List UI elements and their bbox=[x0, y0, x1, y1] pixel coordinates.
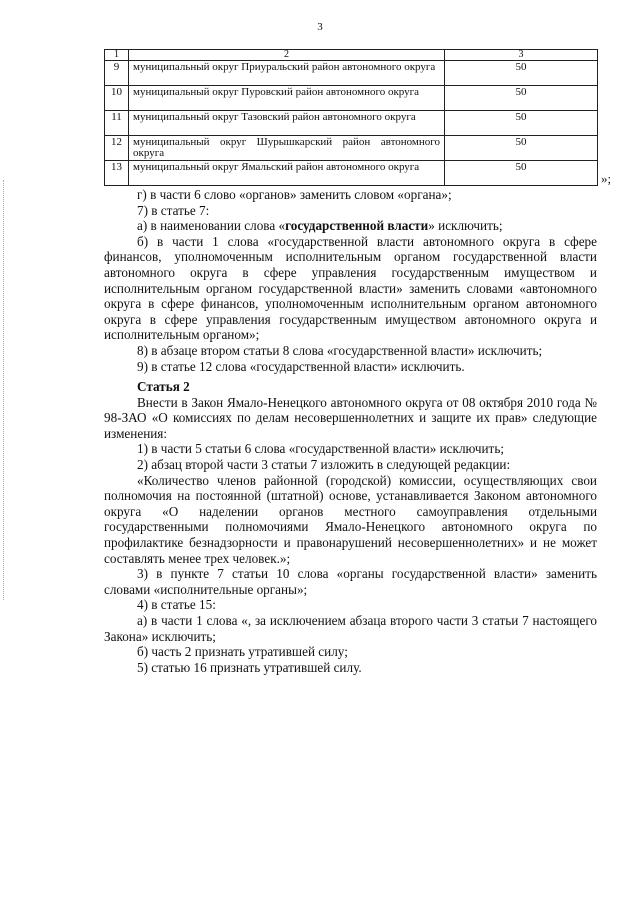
article-2-section bbox=[104, 379, 597, 675]
row-number: 13 bbox=[105, 161, 129, 186]
row-name: муниципальный округ Пуровский район автономного округа bbox=[129, 86, 445, 111]
article-2-item-4: 4) в статье 15: bbox=[137, 597, 216, 613]
paragraph-7a-bold: государственной власти bbox=[285, 218, 429, 234]
table-row bbox=[105, 161, 598, 186]
table-header-cell: 1 bbox=[105, 50, 129, 61]
table-row bbox=[105, 86, 598, 111]
row-number: 9 bbox=[105, 61, 129, 86]
paragraph-7a-post: » исключить; bbox=[428, 218, 503, 234]
article-2-heading: Статья 2 bbox=[137, 379, 190, 394]
row-number: 10 bbox=[105, 86, 129, 111]
row-value: 50 bbox=[445, 136, 598, 161]
article-2-item-4a: а) в части 1 слова «, за исключением абзаца второго части 3 статьи 7 настоящего Закона» исключить; bbox=[104, 612, 597, 644]
article-2-intro: Внести в Закон Ямало-Ненецкого автономного округа от 08 октября 2010 года № 98-ЗАО «О комиссиях по делам несовершеннолетних и защите их прав» следующие изменения: bbox=[104, 394, 597, 441]
table-header-row bbox=[105, 50, 598, 61]
scan-margin-marks bbox=[3, 180, 8, 600]
paragraph-9: 9) в статье 12 слова «государственной власти» исключить. bbox=[137, 358, 465, 374]
article-2-item-5: 5) статью 16 признать утратившей силу. bbox=[137, 659, 362, 675]
amendments-continued bbox=[104, 187, 597, 374]
row-name: муниципальный округ Приуральский район автономного округа bbox=[129, 61, 445, 86]
paragraph-7a-pre: а) в наименовании слова « bbox=[137, 218, 286, 234]
table-row bbox=[105, 61, 598, 86]
row-value: 50 bbox=[445, 86, 598, 111]
paragraph-g: г) в части 6 слово «органов» заменить словом «органа»; bbox=[137, 187, 452, 202]
row-value: 50 bbox=[445, 61, 598, 86]
page-number: 3 bbox=[317, 21, 323, 33]
municipalities-table bbox=[104, 49, 598, 186]
article-2-quote: «Количество членов районной (городской) комиссии, осуществляющих свои полномочия на постоянной (штатной) основе, устанавливается Законом автономного округа «О наделении органов местного самоуправления отдельными государственными полномочиями Ямало-Ненецкого автономного округа по профилактике безнадзорности и правонарушений несовершеннолетних» и не может составлять менее трех человек.»; bbox=[104, 472, 597, 566]
article-2-item-4b: б) часть 2 признать утратившей силу; bbox=[137, 644, 348, 660]
row-number: 11 bbox=[105, 111, 129, 136]
paragraph-7b: б) в части 1 слова «государственной власти автономного округа в сфере финансов, уполномоченным исполнительным органом государственной власти автономного округа в сфере управления государственным имуществом и исполнительным органом государственной власти» заменить словами «автономного округа в сфере финансов, уполномоченным исполнительным органом автономного округа в сфере управления государственным имуществом автономного округа и исполнительным органом»; bbox=[104, 233, 597, 343]
article-2-item-1: 1) в части 5 статьи 6 слова «государственной власти» исключить; bbox=[137, 441, 505, 457]
table-header-cell: 2 bbox=[129, 50, 445, 61]
row-value: 50 bbox=[445, 161, 598, 186]
paragraph-8: 8) в абзаце втором статьи 8 слова «государственной власти» исключить; bbox=[137, 342, 543, 358]
table-header-cell: 3 bbox=[445, 50, 598, 61]
table-row bbox=[105, 111, 598, 136]
row-name: муниципальный округ Тазовский район автономного округа bbox=[129, 111, 445, 136]
row-number: 12 bbox=[105, 136, 129, 161]
row-value: 50 bbox=[445, 111, 598, 136]
paragraph-7: 7) в статье 7: bbox=[137, 202, 210, 218]
table-row bbox=[105, 136, 598, 161]
paragraph-7a bbox=[104, 218, 597, 234]
row-name: муниципальный округ Шурышкарский район автономного округа bbox=[129, 136, 445, 161]
article-2-item-2: 2) абзац второй части 3 статьи 7 изложить в следующей редакции: bbox=[137, 456, 511, 472]
table-closing-quote: »; bbox=[601, 171, 612, 186]
article-2-item-3: 3) в пункте 7 статьи 10 слова «органы государственной власти» заменить словами «исполнительные органы»; bbox=[104, 566, 597, 597]
row-name: муниципальный округ Ямальский район автономного округа bbox=[129, 161, 445, 186]
